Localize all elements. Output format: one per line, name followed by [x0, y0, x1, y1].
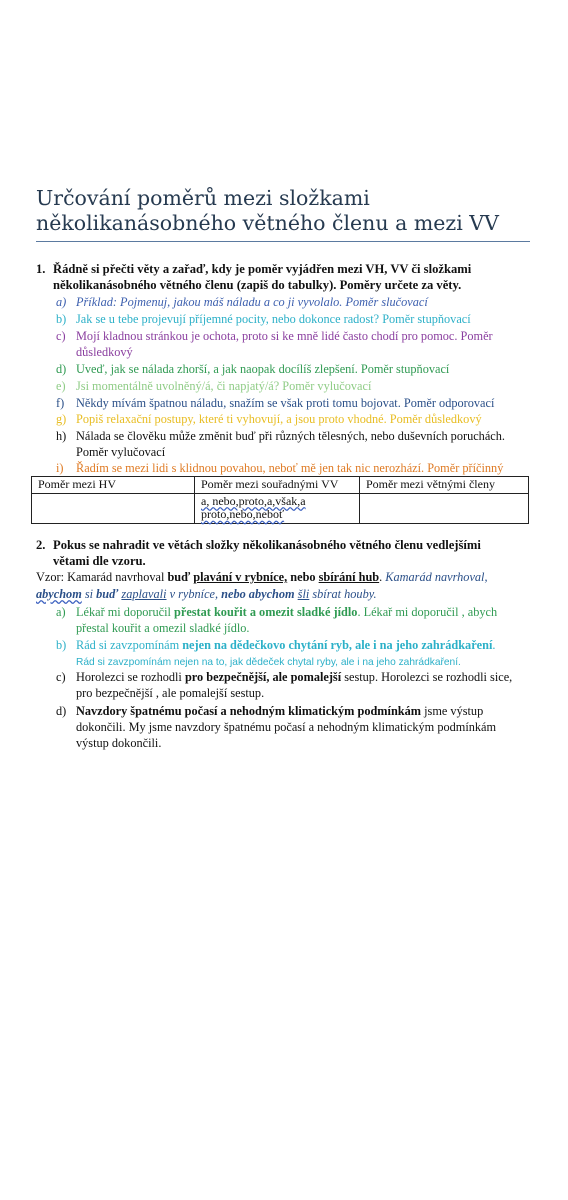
item-text: Příklad: Pojmenuj, jakou máš náladu a co ji vyvolalo. Poměr slučovací — [76, 295, 428, 309]
section2-heading-text: Pokus se nahradit ve větách složky několikanásobného větného členu vedlejšími větami dle vzoru. — [53, 538, 481, 568]
item-text: Řadím se mezi lidi s klidnou povahou, neboť mě jen tak nic nerozhází. Poměr příčinný — [76, 461, 504, 475]
vzor-prefix: Vzor: Kamarád navrhoval — [36, 570, 168, 584]
list-item — [56, 669, 516, 701]
item-label: e) — [56, 379, 66, 393]
title-divider — [36, 241, 530, 242]
vzor-example-part: si — [81, 586, 97, 601]
section2-heading — [36, 537, 516, 569]
vzor-word: buď — [167, 570, 191, 584]
table-header-row — [32, 477, 529, 494]
item-text — [76, 637, 516, 671]
item-text-part: Rád si zavzpomínám nejen na to, jak dědeček chytal ryby, ale i na jeho zahrádkaření. — [76, 657, 461, 668]
item-text-part: nejen na dědečkovo chytání ryb, ale i na jeho zahrádkaření — [182, 638, 493, 652]
table-header: Poměr mezi HV — [32, 477, 195, 494]
list-item — [56, 637, 516, 671]
item-text-part: přestat kouřit a omezit sladké jídlo — [174, 605, 358, 619]
vzor-example-part: v rybníce, — [166, 586, 222, 601]
example-sentence — [36, 569, 528, 602]
list-item — [56, 604, 516, 636]
table-cell[interactable] — [32, 493, 195, 523]
list-item — [56, 378, 516, 394]
item-text-part: Horolezci se rozhodli — [76, 670, 185, 684]
item-label: c) — [56, 670, 66, 684]
section1-heading — [36, 261, 516, 293]
table-cell-text: a, nebo,proto,a,však,a proto,nebo,neboť — [201, 493, 306, 521]
item-label: i) — [56, 461, 64, 475]
section2-number: 2. — [36, 538, 46, 552]
vzor-word: plavání v rybníce, — [193, 570, 288, 584]
list-item — [56, 311, 516, 327]
item-text: Někdy mívám špatnou náladu, snažím se však proti tomu bojovat. Poměr odporovací — [76, 396, 495, 410]
item-label: f) — [56, 396, 65, 410]
item-text: Jak se u tebe projevují příjemné pocity, nebo dokonce radost? Poměr stupňovací — [76, 312, 471, 326]
vzor-word: sbírání hub — [318, 570, 380, 584]
vzor-example-part: nebo abychom — [221, 586, 295, 601]
vzor-example-part: abychom — [36, 586, 82, 601]
item-text-part: sestup. Horolezci se rozhodli sice, pro bezpečnější , ale pomalejší sestup. — [76, 670, 513, 700]
table-header: Poměr mezi souřadnými VV — [195, 477, 360, 494]
item-label: h) — [56, 429, 67, 443]
list-item — [56, 294, 516, 310]
item-label: c) — [56, 329, 66, 343]
vzor-example-part: buď — [96, 586, 119, 601]
item-text: Mojí kladnou stránkou je ochota, proto si ke mně lidé často chodí pro pomoc. Poměr důsledkový — [76, 329, 493, 359]
list-item — [56, 395, 516, 411]
item-text: Jsi momentálně uvolněný/á, či napjatý/á? Poměr vylučovací — [76, 379, 372, 393]
item-text-part: pro bezpečnější, ale pomalejší — [184, 670, 342, 684]
item-text: Uveď, jak se nálada zhorší, a jak naopak docílíš zlepšení. Poměr stupňovací — [76, 362, 450, 376]
item-text-part: Navzdory špatnému počasí a nehodným klimatickým podmínkám — [76, 704, 422, 718]
list-item — [56, 411, 516, 427]
item-label: d) — [56, 362, 67, 376]
item-label: d) — [56, 704, 67, 718]
relations-table — [31, 476, 529, 524]
item-label: a) — [56, 605, 66, 619]
vzor-word: . — [379, 570, 386, 584]
item-text — [76, 669, 516, 701]
vzor-example-part: Kamarád navrhoval, — [385, 570, 488, 584]
item-label: b) — [56, 638, 67, 652]
item-label: b) — [56, 312, 67, 326]
page-title — [36, 186, 536, 236]
item-text-part: Lékař mi doporučil — [76, 605, 175, 619]
vzor-example-part: sbírat houby. — [309, 586, 377, 601]
vzor-example-part: zaplavali — [121, 586, 167, 601]
item-label: a) — [56, 295, 67, 309]
list-item — [56, 460, 516, 476]
vzor-example-part: šli — [297, 586, 310, 601]
item-text-part: Rád si zavzpomínám — [76, 638, 183, 652]
item-text-part: . Lékař mi doporučil , abych přestal kouřit a omezil sladké jídlo. — [76, 605, 498, 635]
item-text — [76, 703, 516, 751]
table-cell[interactable] — [360, 493, 529, 523]
table-row — [32, 493, 529, 523]
page-title-line1: Určování poměrů mezi složkami — [36, 186, 370, 210]
table-cell[interactable] — [195, 493, 360, 523]
item-text: Nálada se člověku může změnit buď při různých tělesných, nebo duševních poruchách. Poměr vylučovací — [76, 429, 505, 459]
page-title-line2: několikanásobného větného členu a mezi VV — [36, 211, 499, 235]
item-label: g) — [56, 412, 67, 426]
list-item — [56, 361, 516, 377]
section1-number: 1. — [36, 262, 46, 276]
item-text-part: . — [492, 638, 496, 652]
vzor-word: nebo — [290, 570, 316, 584]
item-text: Popiš relaxační postupy, které ti vyhovují, a jsou proto vhodné. Poměr důsledkový — [76, 412, 482, 426]
item-text — [76, 604, 516, 636]
section1-heading-text: Řádně si přečti věty a zařaď, kdy je poměr vyjádřen mezi VH, VV či složkami několikanásobného větného členu (zapiš do tabulky). Poměry určete za věty. — [53, 262, 472, 292]
list-item — [56, 428, 516, 460]
list-item — [56, 328, 516, 360]
list-item — [56, 703, 516, 751]
table-header: Poměr mezi větnými členy — [360, 477, 529, 494]
item-text-part: jsme výstup dokončili. My jsme navzdory špatnému počasí a nehodným klimatickým podmínkám výstup dokončili. — [76, 704, 497, 750]
